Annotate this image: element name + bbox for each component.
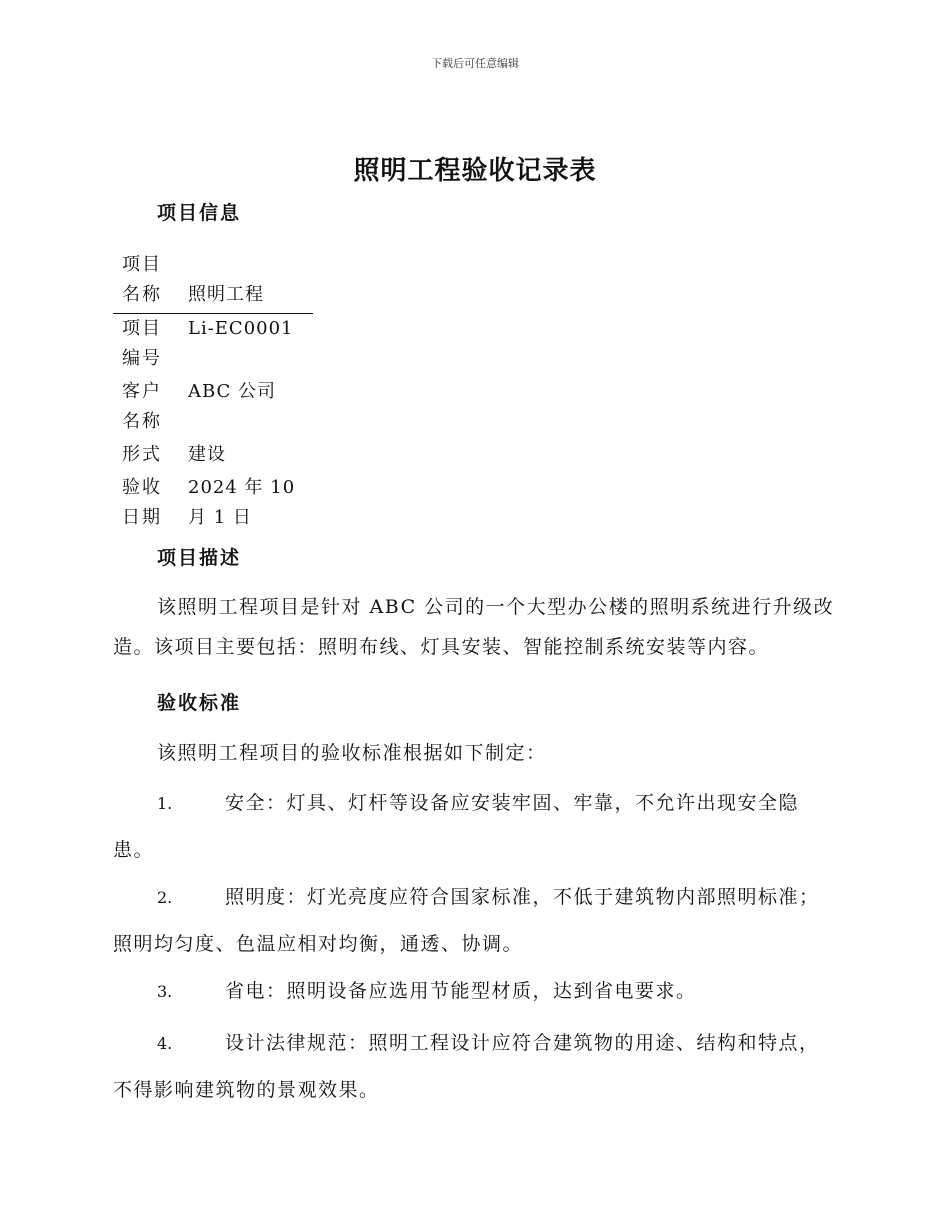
document-title: 照明工程验收记录表 xyxy=(353,156,597,186)
info-row-project-name xyxy=(113,250,313,314)
info-row-form xyxy=(113,440,313,473)
item-number: 3. xyxy=(157,982,173,1001)
info-value: 照明工程 xyxy=(188,250,313,314)
item-number: 4. xyxy=(157,1034,173,1053)
info-value: Li-EC0001 xyxy=(188,318,294,339)
info-label: 形式 xyxy=(122,444,162,465)
section-heading-description: 项目描述 xyxy=(157,547,242,569)
info-value: 建设 xyxy=(188,444,226,465)
info-value: ABC 公司 xyxy=(188,381,277,402)
info-label: 客户名称 xyxy=(122,381,162,432)
item-text: 安全：灯具、灯杆等设备应安装牢固、牢靠，不允许出现安全隐患。 xyxy=(113,792,800,861)
description-paragraph: 该照明工程项目是针对 ABC 公司的一个大型办公楼的照明系统进行升级改造。该项目主要包括：照明布线、灯具安装、智能控制系统安装等内容。 xyxy=(113,596,835,658)
header-note: 下载后可任意编辑 xyxy=(431,57,519,70)
project-info-table xyxy=(113,250,313,536)
standard-item xyxy=(113,1020,838,1114)
item-number: 2. xyxy=(157,888,173,907)
item-text: 省电：照明设备应选用节能型材质，达到省电要求。 xyxy=(225,980,697,1002)
standard-item xyxy=(113,968,838,1015)
standards-intro: 该照明工程项目的验收标准根据如下制定： xyxy=(157,742,547,764)
item-text: 设计法律规范：照明工程设计应符合建筑物的用途、结构和特点，不得影响建筑物的景观效果。 xyxy=(113,1032,820,1101)
info-label: 项目编号 xyxy=(122,318,162,369)
standard-item xyxy=(113,780,838,874)
section-heading-standards: 验收标准 xyxy=(157,692,242,714)
item-number: 1. xyxy=(157,794,173,813)
info-value: 2024 年 10 月 1 日 xyxy=(188,477,296,528)
info-row-client-name xyxy=(113,377,313,440)
info-label: 验收日期 xyxy=(122,477,162,528)
item-text: 照明度：灯光亮度应符合国家标准，不低于建筑物内部照明标准；照明均匀度、色温应相对均衡，通透、协调。 xyxy=(113,886,820,955)
info-label: 项目名称 xyxy=(113,250,188,314)
info-row-project-number xyxy=(113,314,313,378)
standard-item xyxy=(113,874,838,968)
section-heading-project-info: 项目信息 xyxy=(157,202,242,224)
info-row-acceptance-date xyxy=(113,473,313,536)
